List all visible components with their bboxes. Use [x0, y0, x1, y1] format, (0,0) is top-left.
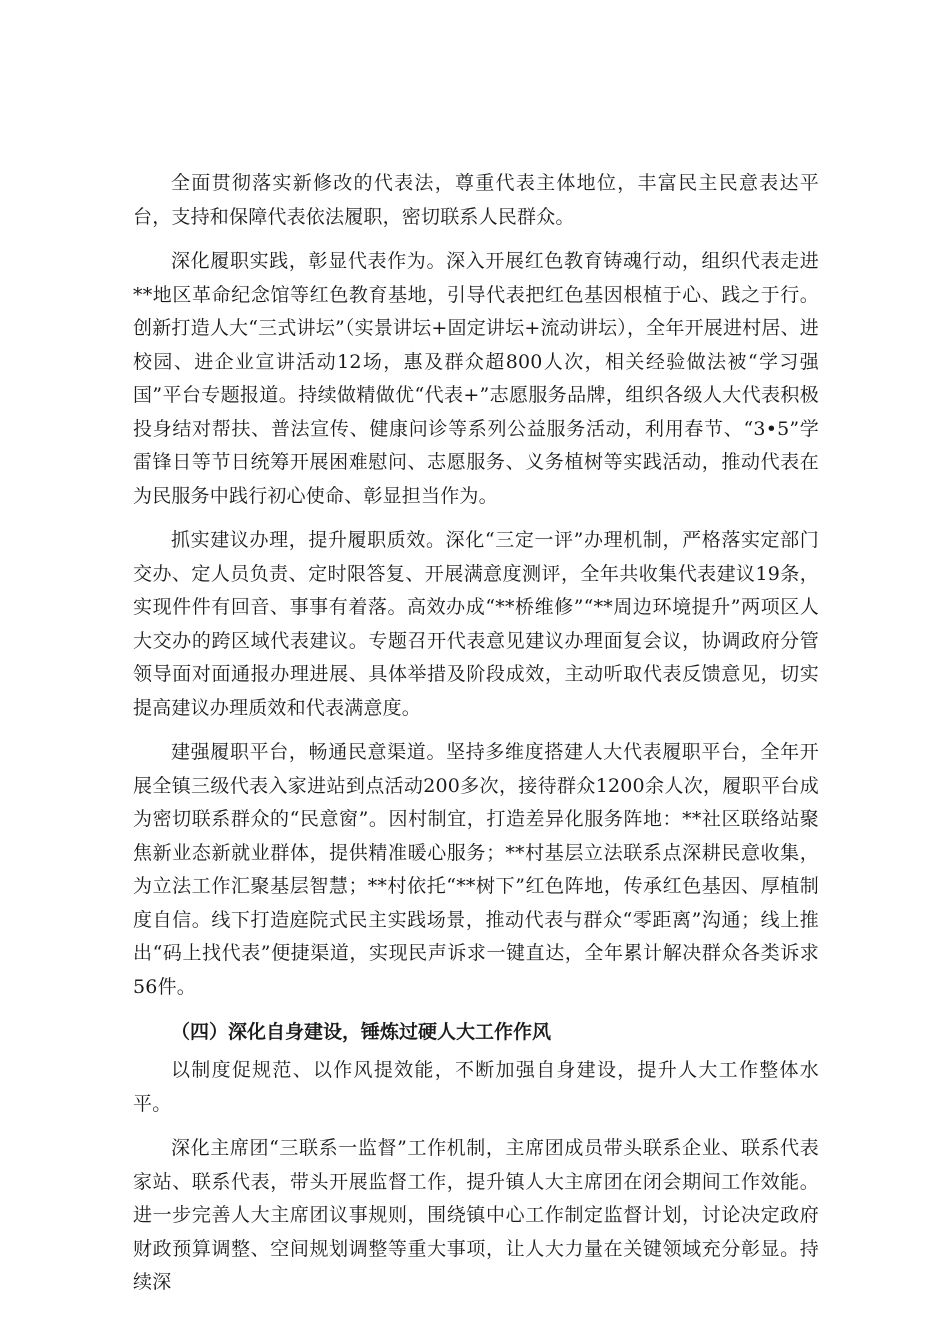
paragraph: 全面贯彻落实新修改的代表法，尊重代表主体地位，丰富民主民意表达平台，支持和保障代表依法履职，密切联系人民群众。 — [133, 172, 819, 228]
paragraph: 建强履职平台，畅通民意渠道。坚持多维度搭建人大代表履职平台，全年开展全镇三级代表入家进站到点活动200多次，接待群众1200余人次，履职平台成为密切联系群众的“民意窗”。因村制宜，打造差异化服务阵地：**社区联络站聚焦新业态新就业群体，提供精准暖心服务；**村基层立法联系点深耕民意收集，为立法工作汇聚基层智慧；**村依托“**树下”红色阵地，传承红色基因、厚植制度自信。线下打造庭院式民主实践场景，推动代表与群众“零距离”沟通；线上推出“码上找代表”便捷渠道，实现民声诉求一键直达，全年累计解决群众各类诉求56件。 — [133, 741, 819, 998]
section-heading: （四）深化自身建设，锤炼过硬人大工作作风 — [171, 1021, 552, 1043]
paragraph: 深化履职实践，彰显代表作为。深入开展红色教育铸魂行动，组织代表走进**地区革命纪念馆等红色教育基地，引导代表把红色基因根植于心、践之于行。创新打造人大“三式讲坛”（实景讲坛+固定讲坛+流动讲坛），全年开展进村居、进校园、进企业宣讲活动12场，惠及群众超800人次，相关经验做法被“学习强国”平台专题报道。持续做精做优“代表+”志愿服务品牌，组织各级人大代表积极投身结对帮扶、普法宣传、健康问诊等系列公益服务活动，利用春节、“3•5”学雷锋日等节日统筹开展困难慰问、志愿服务、义务植树等实践活动，推动代表在为民服务中践行初心使命、彰显担当作为。 — [133, 250, 819, 507]
document-body — [133, 167, 819, 1311]
paragraph: 以制度促规范、以作风提效能，不断加强自身建设，提升人大工作整体水平。 — [133, 1059, 819, 1115]
paragraph: 抓实建议办理，提升履职质效。深化“三定一评”办理机制，严格落实定部门交办、定人员负责、定时限答复、开展满意度测评，全年共收集代表建议19条，实现件件有回音、事事有着落。高效办成“**桥维修”“**周边环境提升”两项区人大交办的跨区域代表建议。专题召开代表意见建议办理面复会议，协调政府分管领导面对面通报办理进展、具体举措及阶段成效，主动听取代表反馈意见，切实提高建议办理质效和代表满意度。 — [133, 529, 819, 719]
paragraph: 深化主席团“三联系一监督”工作机制，主席团成员带头联系企业、联系代表家站、联系代表，带头开展监督工作，提升镇人大主席团在闭会期间工作效能。进一步完善人大主席团议事规则，围绕镇中心工作制定监督计划，讨论决定政府财政预算调整、空间规划调整等重大事项，让人大力量在关键领域充分彰显。持续深 — [133, 1137, 819, 1293]
